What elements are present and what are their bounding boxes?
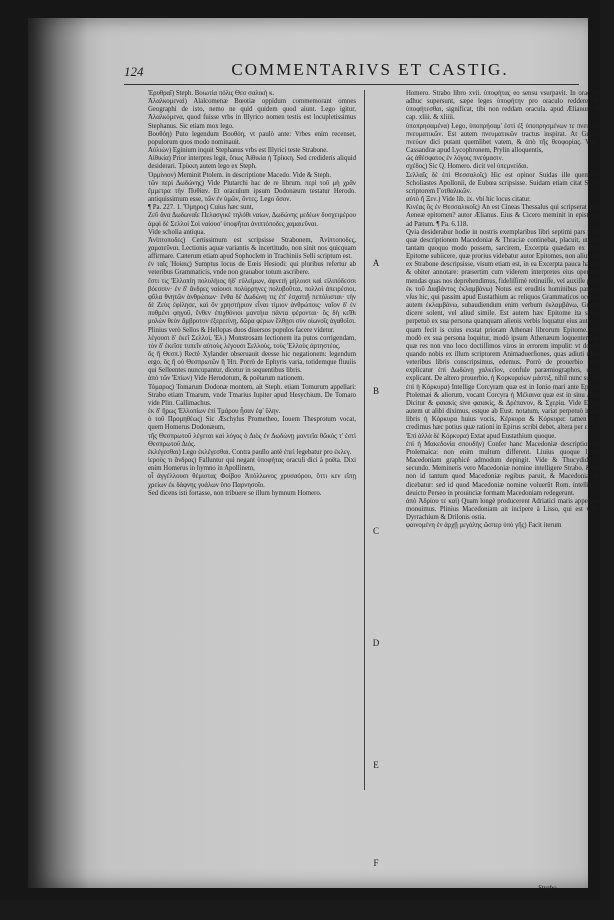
catchword: Strabo	[538, 884, 557, 892]
page-header	[124, 60, 579, 82]
running-title: COMMENTARIVS ET CASTIG.	[231, 60, 509, 79]
margin-letter-d: D	[372, 638, 380, 648]
right-column-paragraph: Σελλαῖς δὲ ἐπὶ Θεσσαλοῖς) Hic est opinor Suidas ille quem testatur Scholiastes Apollonii, de Eubœa scripsisse. Suidam etiam citat Stephanus, scriptorem Γοτθαλικῶν.	[406, 171, 614, 195]
right-column-paragraph: αὐτὸ ἤ Ξεν.) Vide lib. ix. vbi hic locus citatur.	[406, 196, 531, 204]
left-column	[148, 90, 356, 920]
header-rule	[124, 84, 579, 85]
left-column-paragraph: τῶν περὶ Δωδώνης) Vide Plutarchi hac de re librum. περὶ τοῦ μὴ χρᾶν ἔμμετρα τὴν Πυθίαν. Et oraculum ipsum Dodonæum testatur Herodo. antiquissimum esse, τῶν ἐν ὑμῶν, ὄντες. Lego ὅσον.	[148, 179, 356, 204]
margin-letter-c: C	[372, 526, 379, 536]
left-column-paragraph: Βουθόη) Puto legendum Βουθόη, vt paulò ante: Vrbes enim recenset, populorum quos modo nominauit.	[148, 130, 356, 146]
left-column-paragraph: Plinius verò Sellos & Hellopas duos diuersos populos facere videtur.	[148, 326, 335, 334]
right-column-paragraph: φαινομένη ἐν ἀρχῇ μεγάλης ὥσπερ ὑπὸ γῆς) Facit iterum	[406, 522, 562, 530]
left-column-paragraph: Ἀνίπτοποδες) Certissimum est scripsisse Strabonem, Ἀνίπτοποδες, χαμαιεῦναι. Lectionis aquæ variantis & incertitudo, non sinit nos quicquam affirmare. Cæterum etiam apud Sophoclem in Trachiniis Selli scriptum est.	[148, 236, 356, 261]
margin-letter-a: A	[372, 258, 380, 268]
page-number: 124	[124, 64, 144, 79]
left-column-paragraph: Sed dicens isti fortasse, non tribuere se illum hymnum Homero.	[148, 489, 322, 497]
left-column-paragraph: Ἀλαλκομεναί) Alalcomenæ Bœotiæ oppidum commemorant omnes Geographi de isto, nemo ne quid quidem quod aiunt. Lego igitur, Ἀλαλκόμενα, quod fuisse vrbs in Illyrico nomen testis est locupletissimus Stephanus. Sic etiam mox lego.	[148, 98, 356, 130]
left-column-paragraph: ἐκλέγεσθαι) Lego ἐκλέγεσθαι. Contra paullo antè ἐπεὶ legebatur pro ἐκλεγ.	[148, 448, 352, 456]
left-column-paragraph: ἱεροὺς τι ἄνδρας) Falluntur qui negant ὑποφήτας oraculi dici à poëta. Dixi enim Homerus in hymno in Apollinem,	[148, 457, 356, 473]
margin-letter-e: E	[373, 760, 379, 770]
right-column	[406, 90, 614, 920]
margin-letter-f: F	[373, 858, 379, 868]
left-column-paragraph: ἐν ταῖς Ἠοίαις) Sumptus locus de Eœis Hesiodi: qui pluribus refertur ab veteribus Grammaticis, vnde non grauabor totum ascribere.	[148, 261, 356, 277]
right-column-paragraph: Homero. Strabo libro xvii. ὑποφήτας eo sensu vsurpavit. In oraculis quæ adhuc supersunt, sæpe leges ὑποφήτην pro oraculo reddere, & τὸν ὑποφήτεσθαι, significat, tibi non reddam oracula. apud Ælianum lib. iii. cap. xliii. & xliiii.	[406, 90, 614, 122]
left-column-paragraph: Vide scholia antiqua.	[148, 228, 206, 236]
right-column-paragraph: Qvia desiderabur hodie in nostris exemplaribus libri septimi pars postrema, quæ descriptionem Macedoniæ & Thraciæ continebat, placuit, ut iacturam tantam quoquo modo possem, sarcirem, Excerpta quædam ex Strabonis Epitome subiicere, quæ prorius videbatur autor Epitomes, non aliunde quam ex Strabone descripsisse, visum etiam est, in ea Excerpta pauca hæc cursim & obiter annotare: præsertim cum viderem interpretes eius operis omnes mendas quas nos deprehendimus, fideliſſimè retinuiſſe, vel auxiſſe potius.	[406, 228, 614, 285]
gutter-shadow	[28, 18, 88, 888]
right-column-paragraph: ἐπὶ ἡ Μακεδονία σπουδὴν) Confer hanc Macedoniæ descriptionem cum Ptolemaica: non enim multum different. Liuius quoque libro xlv. Macedoniam graphicè admodum depingit. Vide & Thucydidem libro secundo. Meminerís vero Macedoniæ nomine intelligere Strabo. & Ptolem. non id tantum quod Macedoniæ regibus paruit, & Macedoniæ proprie dicebatur: sed id quod Macedoniæ nomine voluerūt Rom. intelligi, quum deuicto Perseo in prouinciæ formam Macedoniam redegerunt.	[406, 440, 614, 497]
right-column-paragraph: σχέδος) Sic Q. Homero. dicit vel ὑπεμνείδαι.	[406, 163, 529, 171]
right-column-paragraph: ὡς ἀθέσφατος ἐν λόγοις πνεύμασιν.	[406, 155, 504, 163]
right-column-paragraph: Κινέας ὅς ἐν Θεσσαλικοῖς) An est Cineas Thessalus qui scripserat Τακτικὴν Aeneæ epitomen? autor Ælianus. Eius & Cicero meminit in epist. quadam ad Pætum. ¶ Pa. 6.118.	[406, 204, 614, 228]
left-column-paragraph: Τόμαρος) Tomarum Dodonæ montem, ait Steph. etiam Tomurum appellari: Strabo etiam Tmarum, vnde Tmarius Iupiter apud Hesychium. De Tomaro vide Plin. Callimachus.	[148, 383, 356, 407]
left-column-paragraph: ὃς ἢ Θεσπ.) Rectè Xylander obseruauit deesse hic negationem: legendum ergo, ὃς ἢ οὐ Θεσπρωτῶν ἢ Ἠπ. Porrò de Ephyris varia, totidemque fluuiis qui Selleentes nuncupantur, dicetur in sequentibus libris.	[148, 351, 356, 375]
right-column-paragraph: ἐκ τοῦ Διαβάντος ἐκλαμβάνω) Notus est eruditis hominibus particulæ ἐν vſus hic, qui passim apud Eustathium ac reliquos Grammaticos occurrit. Est autem ἐκλαμβάνω, subaudiendum enim verbum ἐκλαμβάνω, Grammatici dicere solent, vel aliud simile. Est autem hæc Epitome ita scripta, vt perpetuò ex sua persona quanquam alienis verbis loquatur eius autor: contra quam fecit is cuius exstat prioram Athenæi librorum Epitome. Nam is, modò ex sua persona loquitur, modò ipsum Athenæum loquentem inducit: quæ res non vno loco doctiſſimos viros in errorem impulit: vt docebimus, quando nobis ex illum scriptorem Animaduerſiones, quas adiuti maximè à veteribus libris conscripsimus, edemus. Porrò de prouerbio quod hic explicatur ἐπὶ Δωδώνῃ χαλκεῖον, confule paræmiographos, qui aliter explicant. De altero prouerbio, ἡ Κορκυραίων μάστιξ, nihil nunc succurrit.	[406, 285, 614, 383]
right-column-paragraph: ὑποπρησαμένα) Lego, ὑποπρήσαμ' ἐστὶ ἐξ ὑποπρησμένων τε πνευματικῶν, πνευματικῶν. Est autem πνευματικῶν tractus inspirat. At Grammatici πνεύων dici putant quemlibet vatem, & ἀπὸ τῆς θεοφορίας. Vide illud Cassandræ apud Lycophronem, Prylin alloquentis,	[406, 122, 614, 155]
left-column-paragraph: Ζεῦ ἄνα Δωδωναῖε Πελασγικὲ τηλόθι ναίων, Δωδώνης μεδέων δυσχειμέρου ἀμφὶ δὲ Σελλοὶ Σοὶ ναίουσ' ὑποφῆται ἀνιπτόποδες χαμαιεῦναι.	[148, 212, 356, 228]
right-column-paragraph: ἐπὶ ἡ Κόρκυρα) Intellige Corcyram quæ est in Ionio mari ante Epirum: qui Ptolemæi & aliorum, vocant Corcyra ἡ Μέλαινα quæ est in sinu Adriatico. Dicitur & φαιακὶς sive φαιακὶς, & Δρέπανον, & Σχερία. Vide Eustat. Est autem ut alibi diximus, estque ab Eust. notatum, variat perpetuò in antiquis libris ἡ Κόρκυρα huius vocis, Κέρκυρα & Κόρκυρα: tamen ē sidem credimus hæc potius quæ rationi in Epirus scribi debet, altera per ε.	[406, 383, 614, 432]
column-divider	[364, 90, 365, 790]
margin-letter-b: B	[372, 386, 379, 396]
left-column-paragraph: ὁ τοῦ Προμηθέως) Sic Æschylus Prometheo, Iouem Thesprotum vocat, quem Homerus Dodonæum,	[148, 416, 356, 432]
left-column-paragraph: Αἰθικία) Prior interpres legit, ὅπως Ἀἰθικία ἡ Τρίκκη. Sed credideris aliquid desiderari. Τρίκκη autem lego ex Steph.	[148, 155, 356, 171]
book-page	[28, 18, 614, 892]
left-column-paragraph: Ἐρυθραῖ) Steph. Βοιωτία πόλις Θεσ σαλικὴ κ.	[148, 90, 275, 97]
left-column-paragraph: ἐκ δ' ἥρως Ἐλλοπίων ἐπὶ Τμάρου ἦσαν ἐφ' ὕλην.	[148, 408, 281, 416]
left-column-paragraph: οἷ ἀγγέλλουσι θέμιστας Φοίβου Ἀπόλλωνος χρυσαόρου, ὅττι κεν εἴπῃ χρείων ἐκ δάφνης γυάλων ὕπο Παρνησοῖο.	[148, 473, 356, 489]
left-column-paragraph: τῆς Θεσπρωτοῦ λέγεται καὶ λόγος ὁ Διὸς ἐν Δωδώνῃ μαντεῖα θῶκός τ' ἐστὶ Θεσπρωτοῦ Διός.	[148, 432, 356, 448]
left-column-paragraph: Ὀρμίνιον) Meminit Ptolem. in descriptione Macedo. Vide & Steph.	[148, 171, 332, 179]
right-column-paragraph: Ἐπὶ ἀλλὰ δὲ Κόρκυρα) Extat apud Eustathium quoque.	[406, 432, 556, 440]
left-column-paragraph: ἔστι τις Ἑλλοπίη πολυλήιος ἠδ' εὐλείμων, ἀφνειὴ μήλοισι καὶ εἰλιπόδεσσι βόεσσιν· ἐν δ' ἄνδρες ναίουσι πολύρρηνες πολυβοῦται, πολλοὶ ἀπειρέσιοι, φῦλα θνητῶν ἀνθρώπων· ἔνθα δὲ Δωδώνη τις ἐπ' ἐσχατιῇ πεπόλισται· τὴν δὲ Ζεὺς ἐφίλησε, καὶ ὃν χρηστήριον εἶναι τίμιον ἀνθρώποις· ναῖον δ' ἐν πυθμένι φηγοῦ, ἔνθεν ἐπιχθόνιοι μαντήια πάντα φέρονται· ὃς δὴ κεῖθι μολὼν θεὸν ἄμβροτον ἐξερεείνῃ, δῶρα φέρων ἔλθῃσι σὺν οἰωνοῖς ἀγαθοῖσι.	[148, 277, 356, 326]
left-column-paragraph: λέγουσι δ' ἐκεῖ Σελλοὶ, Ἐλ.) Monstrosam lectionem ita putos corrigendam, τὸν δ' ἐκεῖσε τυπεῖν αὐτοὺς λέγουσι Σελλοὺς, τοὺς Ἑλλοὺς ἀρτηστέος.	[148, 334, 356, 350]
right-column-paragraph: ἀπὸ Ἀδρίου τε καὶ) Quam longè producerent Adriatici maris appellatio iam monuimus. Plinius Macedoniam ait incipere à Lisso, qui est vrbs inter Dyrrachium & Drilonis ostia.	[406, 497, 614, 522]
left-column-paragraph: Αὐλιών) Eginium inquit Stephanus vrbs est Illyrici teste Strabone.	[148, 147, 328, 155]
left-column-paragraph: ἀπὸ τῶν Ἐπίων) Vide Herodotum, & poëtarum nationem.	[148, 375, 305, 383]
left-column-paragraph: ¶ Pa. 227. 1. Ὅμηρος) Cuius hæc sunt,	[148, 204, 254, 212]
